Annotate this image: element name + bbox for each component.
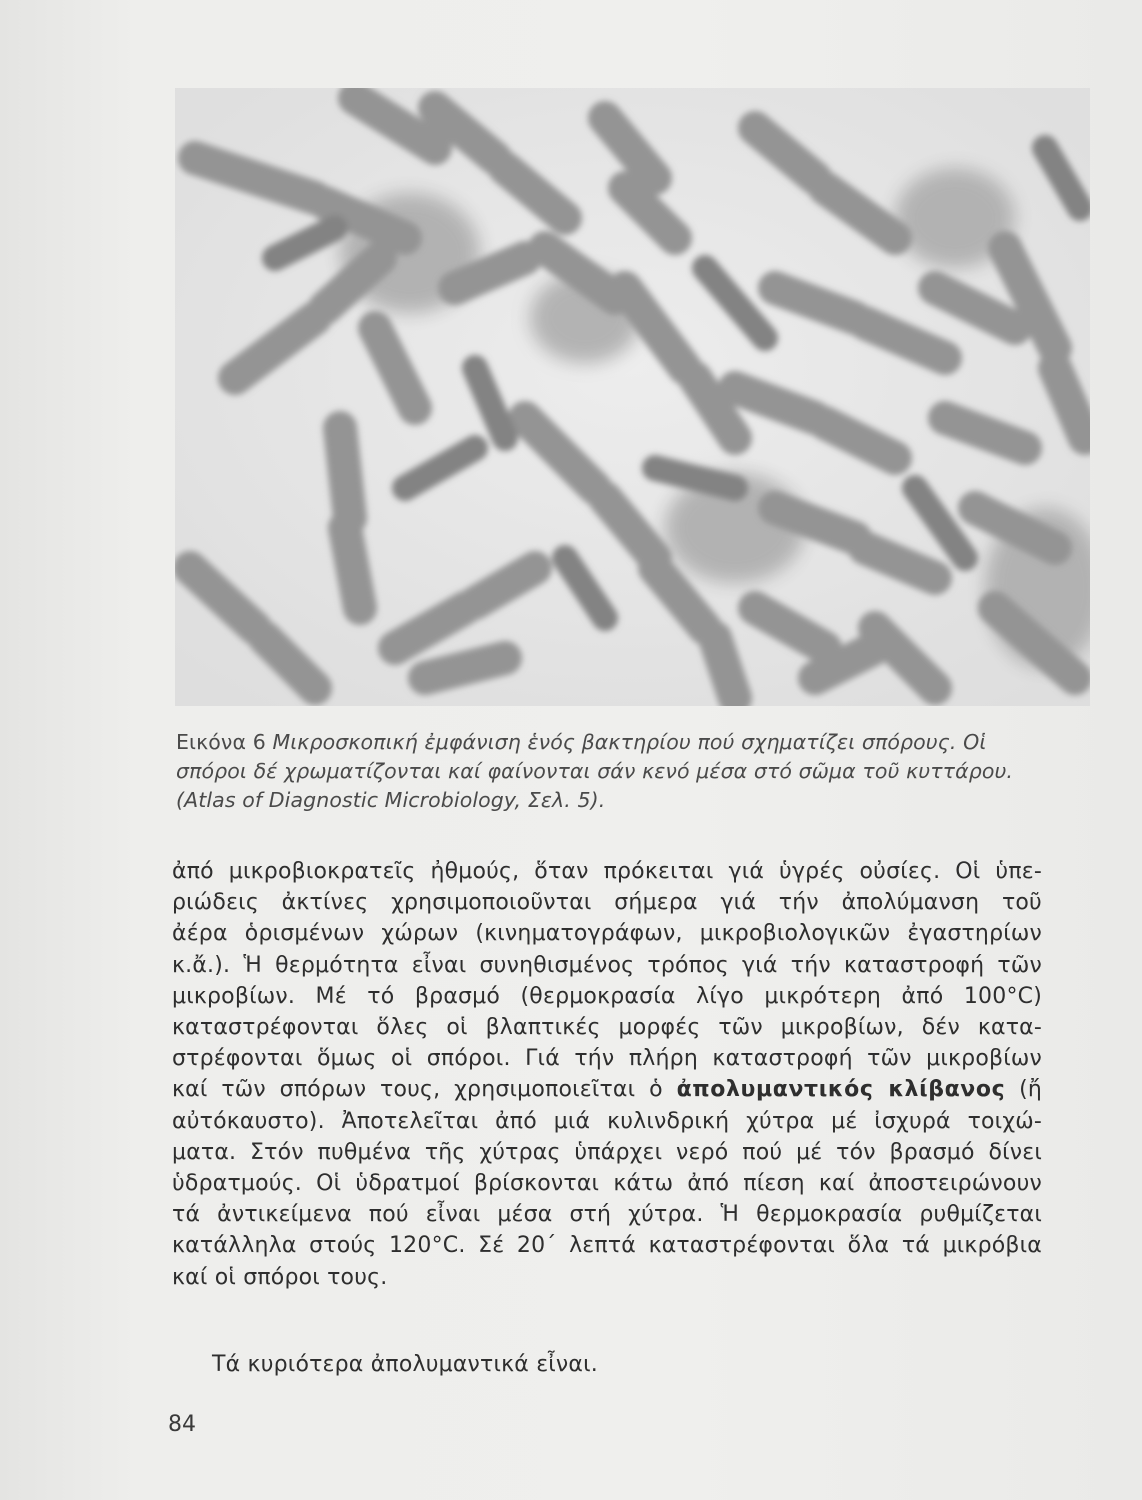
body-paragraph (172, 856, 1042, 1293)
body-line-6: καταστρέφονται ὅλες οἱ βλαπτικές μορφές τῶν μικροβίων, δέν κατα- (172, 1015, 1042, 1041)
body-line-7: στρέφονται ὅμως οἱ σπόροι. Γιά τήν πλήρη καταστροφή τῶν μικροβίων (172, 1046, 1042, 1072)
body-line-12: τά ἀντικείμενα πού εἶναι μέσα στή χύτρα. Ἡ θερμοκρασία ρυθμίζεται (172, 1202, 1042, 1228)
body-line-14: καί οἱ σπόροι τους. (172, 1264, 388, 1290)
body-line-5: μικροβίων. Μέ τό βρασμό (θερμοκρασία λίγο μικρότερη ἀπό 100°C) (172, 983, 1042, 1009)
body-line-1: ἀπό μικροβιοκρατεῖς ἠθμούς, ὅταν πρόκειται γιά ὑγρές οὐσίες. Οἱ ὑπε- (172, 859, 1042, 884)
autoclave-term: ἀπολυμαντικός κλίβανος (676, 1077, 1006, 1103)
body-line-8-start: καί τῶν σπόρων τους, χρησιμοποιεῖται ὁ (172, 1077, 663, 1103)
caption-line-3: (Atlas of Diagnostic Microbiology, Σελ. 5). (176, 788, 606, 812)
microscopy-figure (175, 88, 1090, 706)
body-line-3: ἀέρα ὁρισμένων χώρων (κινηματογράφων, μικροβιολογικῶν ἐγαστηρίων (172, 921, 1042, 947)
figure-caption (176, 728, 1076, 815)
caption-line-1 (176, 728, 1076, 757)
body-line-4: κ.ἄ.). Ἡ θερμότητα εἶναι συνηθισμένος τρόπος γιά τήν καταστροφή τῶν (172, 952, 1042, 978)
caption-text-1: Μικροσκοπική ἐμφάνιση ἑνός βακτηρίου πού σχηματίζει σπόρους. Οἱ (272, 730, 987, 754)
body-line-10: ματα. Στόν πυθμένα τῆς χύτρας ὑπάρχει νερό πού μέ τόν βρασμό δίνει (172, 1139, 1042, 1165)
body-line-2: ριώδεις ἀκτίνες χρησιμοποιοῦνται σήμερα γιά τήν ἀπολύμανση τοῦ (172, 890, 1042, 916)
body-line-8 (172, 1074, 1042, 1105)
closing-line: Τά κυριότερα ἀπολυμαντικά εἶναι. (212, 1352, 598, 1377)
body-line-8-end: (ἤ (1019, 1077, 1043, 1103)
body-line-11: ὑδρατμούς. Οἱ ὑδρατμοί βρίσκονται κάτω ἀπό πίεση καί ἀποστειρώνουν (172, 1171, 1042, 1197)
caption-line-2: σπόροι δέ χρωματίζονται καί φαίνονται σάν κενό μέσα στό σῶμα τοῦ κυττάρου. (176, 759, 1014, 783)
body-line-13: κατάλληλα στούς 120°C. Σέ 20΄ λεπτά καταστρέφονται ὅλα τά μικρόβια (172, 1233, 1042, 1259)
bacteria-micrograph (175, 88, 1090, 706)
body-line-9: αὐτόκαυστο). Ἀποτελεῖται ἀπό μιά κυλινδρική χύτρα μέ ἰσχυρά τοιχώ- (172, 1108, 1042, 1134)
page-number: 84 (168, 1412, 196, 1437)
caption-label: Εικόνα 6 (176, 730, 266, 754)
